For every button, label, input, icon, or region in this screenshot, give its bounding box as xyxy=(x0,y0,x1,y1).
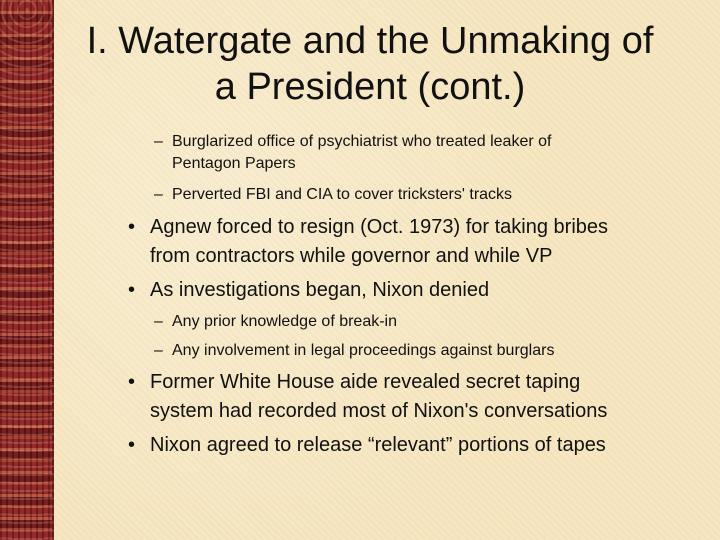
bullet-marker: • xyxy=(128,434,136,456)
sub-bullet-legal-proceedings xyxy=(154,340,662,362)
dash-marker: – xyxy=(154,313,163,330)
sub-bullet-break-in xyxy=(154,311,662,333)
sub-bullet-line: Any involvement in legal proceedings against burglars xyxy=(172,342,555,359)
bullet-line: Nixon agreed to release “relevant” portions of tapes xyxy=(150,434,606,456)
slide-title xyxy=(60,18,680,110)
bullet-marker: • xyxy=(128,216,136,238)
bullet-investigations xyxy=(128,276,690,305)
sub-bullet-line: Burglarized office of psychiatrist who treated leaker of xyxy=(172,133,552,150)
bullet-line: from contractors while governor and while VP xyxy=(150,245,553,267)
sub-bullet-line: Any prior knowledge of break-in xyxy=(172,313,398,330)
bullet-marker: • xyxy=(128,279,136,301)
bullet-agnew xyxy=(128,213,690,271)
bullet-line: As investigations began, Nixon denied xyxy=(150,279,490,301)
bullet-release-tapes xyxy=(128,431,690,460)
dash-marker: – xyxy=(154,186,163,203)
bullet-taping-system xyxy=(128,368,690,426)
bullet-line: Agnew forced to resign (Oct. 1973) for taking bribes xyxy=(150,216,609,238)
bullet-line: system had recorded most of Nixon's conversations xyxy=(150,400,608,422)
title-line-1: I. Watergate and the Unmaking of xyxy=(86,20,654,62)
sub-bullet-line: Pentagon Papers xyxy=(172,155,296,172)
sub-bullet-psychiatrist xyxy=(154,131,662,175)
dash-marker: – xyxy=(154,342,163,359)
sub-bullet-fbi-cia xyxy=(154,184,662,206)
sub-bullet-line: Perverted FBI and CIA to cover tricksters' tracks xyxy=(172,186,513,203)
dash-marker: – xyxy=(154,133,163,150)
bullet-line: Former White House aide revealed secret taping xyxy=(150,371,581,393)
bullet-marker: • xyxy=(128,371,136,393)
title-line-2: a President (cont.) xyxy=(214,66,526,108)
